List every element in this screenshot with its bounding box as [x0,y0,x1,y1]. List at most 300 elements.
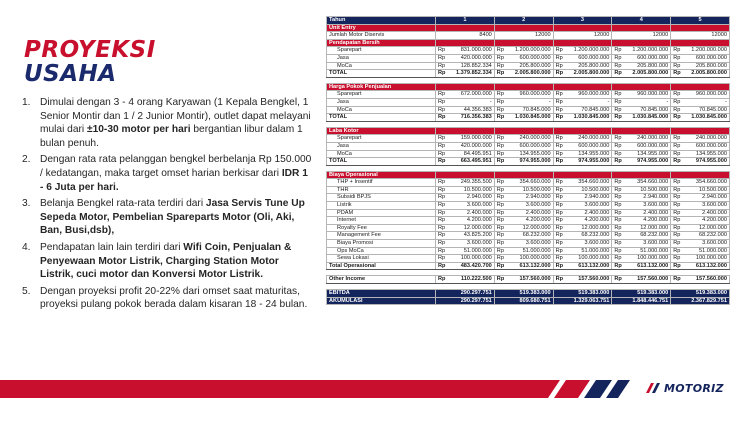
currency-label: Rp [673,70,681,77]
table-value-cell [494,158,553,166]
cell-value: 2.367.829.751 [691,297,727,304]
cell-value: 70.845.000 [522,106,551,113]
table-value-cell [612,232,671,240]
cell-value: 1.200.000.000 [632,47,669,54]
table-section-cell [553,83,612,91]
table-section-cell [671,24,730,32]
table-row-label: Biaya Operasional [327,171,436,179]
key-point-text-part: Dengan rata rata pelanggan bengkel berbelanja Rp 150.000 / kedatangan, maka target omset harian berkisar dari [40,154,312,179]
cell-value: 70.845.000 [698,106,727,113]
table-value-cell [494,62,553,70]
currency-label: Rp [438,202,446,209]
table-value-cell [553,247,612,255]
table-value-cell [494,150,553,158]
brand-logo-text: MOTORIZ [664,381,724,395]
key-point-text-part: Jasa Servis Tune Up Sepeda Motor, Pembelian Spareparts Motor (Oli, Aki, Ban, Busi,dsb), [40,198,305,237]
currency-label: Rp [673,47,681,54]
currency-label: Rp [438,114,446,121]
currency-label: Rp [614,158,622,165]
table-value-cell [612,209,671,217]
currency-label: Rp [614,247,622,254]
table-section-cell [612,127,671,135]
currency-label: Rp [496,247,504,254]
table-value-cell [553,240,612,248]
table-row-label: Total Operasional [327,262,436,270]
table-value-cell [436,106,495,114]
cell-value: 974.955.000 [578,158,610,165]
currency-label: Rp [673,142,681,149]
currency-label: Rp [438,54,446,61]
currency-label: Rp [438,232,446,239]
table-row-label: Management Fee [327,232,436,240]
table-value-cell [612,91,671,99]
currency-label: Rp [673,247,681,254]
cell-value: 110.222.500 [460,276,492,283]
cell-value: 831.000.000 [460,47,492,54]
table-section-cell [436,127,495,135]
key-point-text [40,285,314,312]
currency-label: Rp [673,106,681,113]
cell-value: 134.955.000 [519,150,551,157]
table-value-cell [671,262,730,270]
table-value-cell [553,232,612,240]
currency-label: Rp [555,217,563,224]
table-value-cell [671,54,730,62]
table-value-cell [436,114,495,122]
cell-value: 519.383.000 [695,290,727,296]
table-value-cell [436,290,495,298]
currency-label: Rp [555,70,564,77]
table-value-cell [436,142,495,150]
table-row [327,54,730,62]
table-value-cell [553,179,612,187]
cell-value: 600.000.000 [578,142,610,149]
table-row-label: TOTAL [327,158,436,166]
table-section-cell [671,127,730,135]
table-value-cell [612,290,671,298]
table-value-cell [494,179,553,187]
table-value-cell [494,32,553,40]
cell-value: 1.200.000.000 [573,47,610,54]
cell-value: 600.000.000 [519,142,551,149]
table-row-label: Other Income [327,276,436,284]
currency-label: Rp [496,202,504,209]
table-value-cell [612,70,671,78]
table-section-cell [436,83,495,91]
table-value-cell [494,247,553,255]
title-line-1: PROYEKSI [24,37,156,63]
table-value-cell [671,142,730,150]
currency-label: Rp [673,217,681,224]
table-value-cell [436,247,495,255]
table-row-label: Jasa [327,98,436,106]
cell-value: 2.400.000 [525,209,551,216]
cell-value: 70.845.000 [581,106,610,113]
table-value-cell [612,194,671,202]
table-value-cell [436,255,495,263]
cell-value: 51.000.000 [581,247,610,254]
key-point-3 [22,197,314,238]
currency-label: Rp [555,232,563,239]
cell-value: - [548,98,551,105]
cell-value: 249.355.500 [460,179,492,186]
currency-label: Rp [555,224,563,231]
cell-value: 2.940.000 [643,194,669,201]
currency-label: Rp [673,276,681,283]
table-value-cell [494,262,553,270]
table-value-cell [494,47,553,55]
key-point-text-part: Belanja Bengkel rata-rata terdiri dari [40,198,206,210]
table-section-cell [553,127,612,135]
table-value-cell [553,297,612,305]
currency-label: Rp [496,106,504,113]
table-section-cell [671,83,730,91]
currency-label: Rp [555,186,563,193]
table-value-cell [494,224,553,232]
table-value-cell [671,150,730,158]
cell-value: 68.232.000 [522,232,551,239]
table-value-cell [436,232,495,240]
table-value-cell [553,262,612,270]
currency-label: Rp [438,62,446,69]
currency-label: Rp [614,255,622,262]
table-row [327,247,730,255]
currency-label: Rp [496,179,504,186]
currency-label: Rp [496,47,504,54]
table-value-cell [553,98,612,106]
table-value-cell [671,114,730,122]
table-section-cell [553,171,612,179]
table-value-cell [671,202,730,210]
table-value-cell [671,158,730,166]
cell-value: 157.560.000 [637,276,669,283]
cell-value: - [607,98,610,105]
currency-label: Rp [555,142,563,149]
table-row [327,135,730,143]
table-value-cell [553,276,612,284]
currency-label: Rp [496,91,504,98]
currency-label: Rp [614,70,622,77]
currency-label: Rp [555,255,563,262]
currency-label: Rp [673,186,681,193]
table-section-cell [436,24,495,32]
cell-value: 134.955.000 [695,150,727,157]
cell-value: 240.000.000 [637,135,669,142]
table-row [327,70,730,78]
currency-label: Rp [673,240,681,247]
table-row-label: Sparepart [327,135,436,143]
cell-value: 8400 [479,32,492,39]
cell-value: 600.000.000 [695,142,727,149]
table-value-cell [612,276,671,284]
cell-value: 12.000.000 [581,224,610,231]
table-value-cell [612,179,671,187]
table-row-label: THP + Insentif [327,179,436,187]
currency-label: Rp [614,224,622,231]
table-value-cell [671,98,730,106]
cell-value: 12000 [593,32,610,39]
table-value-cell [494,142,553,150]
currency-label: Rp [438,209,446,216]
table-value-cell [494,240,553,248]
table-value-cell [436,240,495,248]
table-section-cell [671,39,730,47]
cell-value: 1.200.000.000 [691,47,727,54]
cell-value: 12.000.000 [698,224,727,231]
key-point-text-part: Dengan proyeksi profit 20-22% dari omset saat maturitas, proyeksi pulang pokok berada dalam kisaran 18 - 24 bulan. [40,285,308,311]
key-point-text-part: Dimulai dengan 3 - 4 orang Karyawan (1 Kepala Bengkel, 1 Senior Montir dan 1 / 2 Junior Montir), outlet dapat melayani mulai dari [40,97,311,136]
table-row [327,202,730,210]
cell-value: 12000 [711,32,727,39]
cell-value: 100.000.000 [578,255,610,262]
cell-value: 12.000.000 [522,224,551,231]
currency-label: Rp [614,179,622,186]
cell-value: 3.600.000 [525,202,551,209]
cell-value: 84.495.951 [463,150,492,157]
table-row [327,290,730,298]
cell-value: 290.297.751 [460,297,492,304]
currency-label: Rp [614,62,622,69]
currency-label: Rp [496,54,504,61]
cell-value: 600.000.000 [637,54,669,61]
cell-value: 51.000.000 [463,247,492,254]
table-header-cell: 4 [612,17,671,25]
currency-label: Rp [438,179,446,186]
table-row [327,186,730,194]
table-row [327,91,730,99]
currency-label: Rp [555,98,563,105]
cell-value: - [725,98,727,105]
currency-label: Rp [673,194,681,201]
cell-value: 10.500.000 [640,186,669,193]
cell-value: 2.400.000 [643,209,669,216]
cell-value: 663.495.951 [460,158,492,165]
table-row [327,62,730,70]
table-value-cell [612,297,671,305]
currency-label: Rp [673,232,681,239]
table-value-cell [436,209,495,217]
cell-value: 205.800.000 [519,62,551,69]
table-value-cell [553,209,612,217]
key-point-5 [22,285,314,312]
cell-value: 3.600.000 [584,202,610,209]
currency-label: Rp [555,276,564,283]
currency-label: Rp [673,54,681,61]
table-row [327,39,730,47]
cell-value: 3.600.000 [702,202,727,209]
table-value-cell [553,62,612,70]
table-value-cell [671,240,730,248]
table-value-cell [671,224,730,232]
cell-value: 1.030.845.000 [691,114,727,121]
key-point-text-part: Pendapatan lain lain terdiri dari [40,241,184,253]
table-row [327,106,730,114]
cell-value: 12000 [535,32,551,39]
table-value-cell [612,135,671,143]
table-row [327,194,730,202]
currency-label: Rp [496,262,505,269]
currency-label: Rp [496,158,505,165]
currency-label: Rp [438,158,446,165]
table-value-cell [494,290,553,298]
table-section-cell [553,39,612,47]
cell-value: 2.940.000 [702,194,727,201]
table-value-cell [436,262,495,270]
cell-value: 1.379.852.334 [456,70,492,77]
currency-label: Rp [438,255,446,262]
cell-value: 100.000.000 [460,255,492,262]
cell-value: 68.232.000 [581,232,610,239]
table-row [327,276,730,284]
table-value-cell [671,290,730,298]
table-value-cell [553,70,612,78]
table-value-cell [612,262,671,270]
cell-value: 960.000.000 [578,91,610,98]
table-section-cell [494,127,553,135]
table-value-cell [671,209,730,217]
table-value-cell [671,91,730,99]
table-header-cell: 3 [553,17,612,25]
cell-value: 1.030.845.000 [514,114,551,121]
cell-value: 43.825.200 [463,232,492,239]
table-value-cell [612,202,671,210]
cell-value: - [666,98,669,105]
table-value-cell [612,114,671,122]
cell-value: 290.297.751 [460,290,492,296]
table-row [327,24,730,32]
currency-label: Rp [496,209,504,216]
key-point-4 [22,241,314,282]
table-row-label: Royalty Fee [327,224,436,232]
currency-label: Rp [555,240,563,247]
currency-label: Rp [438,70,446,77]
table-value-cell [436,276,495,284]
table-value-cell [612,255,671,263]
table-section-cell [494,83,553,91]
table-row [327,127,730,135]
table-value-cell [436,297,495,305]
cell-value: 1.329.063.751 [573,297,610,304]
cell-value: 2.940.000 [584,194,610,201]
currency-label: Rp [555,114,564,121]
table-value-cell [436,47,495,55]
currency-label: Rp [496,276,505,283]
cell-value: 100.000.000 [695,255,727,262]
table-value-cell [436,202,495,210]
cell-value: 4.200.000 [525,217,551,224]
table-row [327,150,730,158]
table-value-cell [553,150,612,158]
table-value-cell [612,62,671,70]
table-value-cell [494,276,553,284]
currency-label: Rp [614,232,622,239]
table-value-cell [553,54,612,62]
cell-value: 3.600.000 [466,240,492,247]
cell-value: 3.600.000 [643,202,669,209]
cell-value: 70.845.000 [640,106,669,113]
currency-label: Rp [673,209,681,216]
currency-label: Rp [614,54,622,61]
table-row [327,217,730,225]
cell-value: 3.600.000 [702,240,727,247]
table-value-cell [494,297,553,305]
cell-value: 2.005.800.000 [573,70,610,77]
table-value-cell [612,247,671,255]
currency-label: Rp [496,232,504,239]
cell-value: 100.000.000 [637,255,669,262]
currency-label: Rp [673,255,681,262]
cell-value: 960.000.000 [519,91,551,98]
cell-value: 10.500.000 [522,186,551,193]
currency-label: Rp [438,217,446,224]
currency-label: Rp [555,62,563,69]
cell-value: 12.000.000 [463,224,492,231]
currency-label: Rp [673,158,681,165]
table-section-cell [612,83,671,91]
cell-value: 51.000.000 [640,247,669,254]
key-points-list [22,96,314,315]
table-value-cell [612,32,671,40]
key-point-text [40,153,314,194]
cell-value: 240.000.000 [578,135,610,142]
currency-label: Rp [555,47,563,54]
table-value-cell [553,186,612,194]
title-line-2: USAHA [24,61,117,87]
cell-value: 519.383.000 [578,290,610,296]
cell-value: 2.005.800.000 [514,70,551,77]
currency-label: Rp [496,98,504,105]
cell-value: 44.356.383 [463,106,492,113]
key-point-2 [22,153,314,194]
table-row [327,114,730,122]
currency-label: Rp [438,98,446,105]
table-value-cell [671,276,730,284]
table-section-cell [494,39,553,47]
cell-value: 2.400.000 [584,209,610,216]
key-point-text [40,96,314,150]
currency-label: Rp [555,202,563,209]
table-value-cell [494,54,553,62]
cell-value: - [489,98,492,105]
table-row [327,98,730,106]
cell-value: 10.500.000 [698,186,727,193]
cell-value: 2.005.800.000 [691,70,727,77]
table-row [327,158,730,166]
table-row [327,179,730,187]
table-value-cell [612,106,671,114]
currency-label: Rp [496,150,504,157]
currency-label: Rp [438,276,446,283]
currency-label: Rp [614,209,622,216]
currency-label: Rp [673,135,681,142]
table-value-cell [553,202,612,210]
table-value-cell [494,114,553,122]
currency-label: Rp [438,150,446,157]
table-row-label: Listrik [327,202,436,210]
table-value-cell [671,47,730,55]
table-value-cell [612,186,671,194]
cell-value: 205.800.000 [695,62,727,69]
cell-value: 3.600.000 [466,202,492,209]
table-value-cell [612,150,671,158]
cell-value: 3.600.000 [525,240,551,247]
cell-value: 4.200.000 [584,217,610,224]
currency-label: Rp [438,91,446,98]
table-value-cell [671,70,730,78]
currency-label: Rp [614,114,622,121]
table-header-cell: Tahun [327,17,436,25]
table-row [327,32,730,40]
